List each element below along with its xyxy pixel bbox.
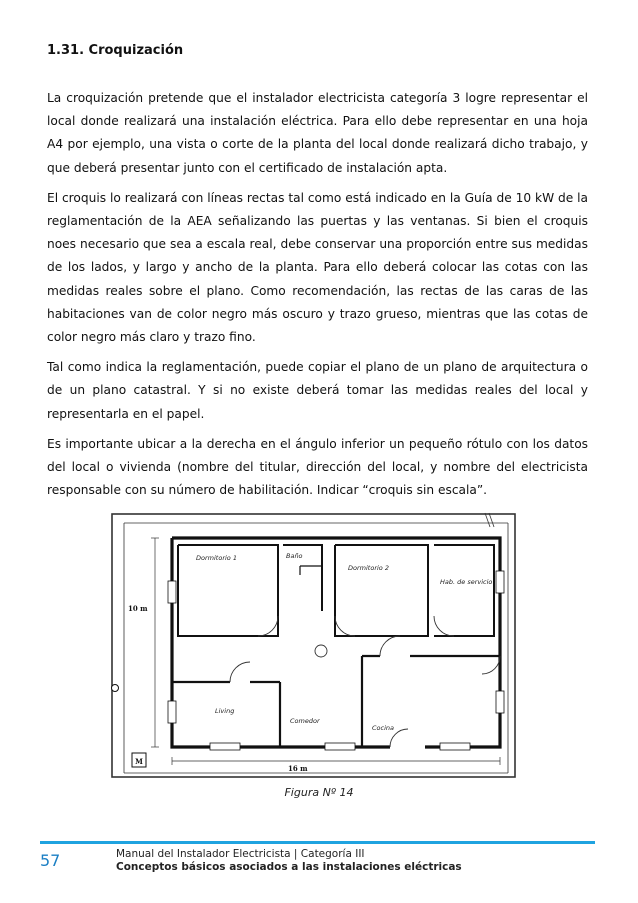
figure-caption: Figura Nº 14	[284, 786, 354, 799]
footer-rule	[40, 841, 595, 844]
house-walls	[172, 538, 500, 747]
room-label-dormitorio2: Dormitorio 2	[348, 564, 389, 572]
width-dimension: 16 m	[288, 764, 308, 773]
paragraph: Es importante ubicar a la derecha en el ángulo inferior un pequeño rótulo con los datos del local o vivienda (nombre del titular, dirección del local, y nombre del electricista responsable con su número de habilitación. Indicar “croquis sin escala”.	[47, 436, 588, 498]
footer-title: Manual del Instalador Electricista | Categoría III	[116, 848, 365, 860]
room-label-living: Living	[215, 707, 235, 715]
height-dimension: 10 m	[128, 604, 148, 613]
floor-plan-figure	[110, 511, 520, 781]
paragraph: Tal como indica la reglamentación, puede copiar el plano de un plano de arquitectura o de un plano catastral. Y si no existe deberá tomar las medidas reales del local y representarla en el papel.	[47, 360, 588, 421]
room-label-comedor: Comedor	[290, 717, 320, 725]
meter-label: M	[135, 757, 143, 766]
room-label-servicio: Hab. de servicio	[440, 578, 493, 586]
page-number: 57	[40, 851, 61, 870]
room-label-dormitorio1: Dormitorio 1	[196, 554, 237, 562]
footer-text	[116, 848, 462, 874]
section-heading: 1.31. Croquización	[47, 43, 184, 58]
paragraph: El croquis lo realizará con líneas rectas tal como está indicado en la Guía de 10 kW de la reglamentación de la AEA señalizando las puertas y las ventanas. Si bien el croquis noes necesario que sea a escala real, debe conservar una proporción entre sus medidas de los lados, y largo y ancho de la planta. Para ello deberá colocar las cotas con las medidas reales sobre el plano. Como recomendación, las rectas de las caras de las habitaciones van de color negro más oscuro y trazo grueso, mientras que las cotas de color negro más claro y trazo fino.	[47, 190, 588, 345]
dimension-lines	[151, 538, 500, 765]
footer-subtitle: Conceptos básicos asociados a las instalaciones eléctricas	[116, 861, 462, 873]
room-label-cocina: Cocina	[372, 724, 394, 732]
floor-plan-drawing	[110, 511, 520, 781]
meter-box	[112, 685, 147, 768]
body-text	[47, 87, 588, 509]
paragraph: La croquización pretende que el instalador electricista categoría 3 logre representar el local donde realizará una instalación eléctrica. Para ello debe representar en una hoja A4 por ejemplo, una vista o corte de la planta del local donde realizará dicho trabajo, y que deberá presentar junto con el certificado de instalación apta.	[47, 91, 588, 175]
room-label-bano: Baño	[286, 552, 303, 560]
